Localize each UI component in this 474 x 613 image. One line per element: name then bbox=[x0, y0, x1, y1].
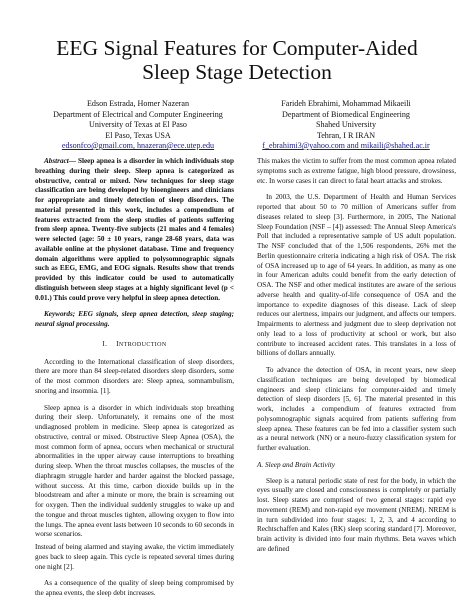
author-names: Edson Estrada, Homer Nazeran bbox=[86, 99, 190, 108]
paragraph: In 2003, the U.S. Department of Health and Human Services reported that about 50 to 70 million of Americans suffer from diseases related to sleep [3]. Furthermore, in 2005, The National Sleep Foundation (NSF – [4]) assessed: The Annual Sleep America's Poll that included a representative sample of US adult population. The NSF concluded that of the 1,506 respondents, 26% met the Berlin questionnaire criteria indicating a high risk of OSA. The risk of OSA increased up to age of 64 years. In addition, as many as one in four American adults could benefit from the early detection of OSA. The NSF and other medical institutes are aware of the serious adverse health and quality-of-life consequence of OSA and the importance to expedite diagnoses of this disease. Lack of sleep reduces our alertness, impairs our judgment, and affects our tempers. Impairments to alertness and judgment due to sleep deprivation not only lead to a loss of productivity at school or work, but also contribute to increased accident rates. This translates in a loss of billions of dollars annually. bbox=[257, 193, 456, 358]
abstract bbox=[35, 157, 234, 303]
author-email-link[interactable]: edsonfco@gmail.com, hnazeran@ece.utep.edu bbox=[61, 141, 215, 150]
author-department: Department of Biomedical Engineering bbox=[282, 109, 410, 119]
paragraph: As a consequence of the quality of sleep being compromised by the apnea events, the sleep debt increases. bbox=[35, 579, 234, 597]
left-column bbox=[35, 157, 234, 602]
paper-title bbox=[0, 36, 474, 84]
author-names: Farideh Ebrahimi, Mohammad Mikaeili bbox=[281, 99, 411, 108]
section-title-rest: NTRODUCTION bbox=[118, 341, 167, 348]
author-university: University of Texas at El Paso bbox=[89, 120, 187, 129]
section-number: I. bbox=[102, 339, 108, 348]
section-heading-introduction bbox=[35, 340, 234, 351]
author-email-link[interactable]: f_ebrahimi3@yahoo.com and mikaili@shahed.ac.ir bbox=[262, 141, 430, 150]
subsection-heading: A. Sleep and Brain Activity bbox=[257, 460, 335, 469]
paragraph: Sleep is a natural periodic state of rest for the body, in which the eyes usually are closed and consciousness is completely or partially lost. Sleep states are comprised of two general stages: rapid eye movement (REM) and non-rapid eye movement (NREM). NREM is in turn subdivided into four stages: 1, 2, 3, and 4 according to Rechtschaffen and Kales (RK) sleep scoring standard [7]. Moreover, brain activity is divided into four main rhythms. Beta waves which are defined bbox=[257, 476, 456, 553]
paragraph: According to the International classification of sleep disorders, there are more than 84 sleep-related disorders sleep disorders, some of the most common disorders are: Sleep apnea, somnambulism, snoring and insomnia. [1]. bbox=[35, 357, 234, 395]
paragraph: Instead of being alarmed and staying awake, the victim immediately goes back to sleep again. This cycle is repeated several times during one night [2]. bbox=[35, 543, 234, 571]
author-university: Shahed University bbox=[315, 120, 377, 129]
author-block-left bbox=[38, 99, 238, 152]
abstract-label: Abstract bbox=[44, 157, 69, 165]
section-title-initial: I bbox=[116, 339, 119, 348]
author-city: El Paso, Texas USA bbox=[105, 130, 171, 140]
paragraph: Sleep apnea is a disorder in which individuals stop breathing during their sleep. Unfortunately, it remains one of the most undiagnosed problem in medicine. Sleep apnea is categorized as obstructive, central or mixed. Obstructive Sleep Apnea (OSA), the most common form of apnea, occurs when mechanical or structural abnormalities in the upper airway cause interruptions to breathing during sleep. When the throat muscles collapses, the muscles of the diaphragm struggle harder and harder against the blocked passage, without success. At this time, carbon dioxide builds up in the bloodstream and after a minute or more, the brain is screaming out for oxygen. Then the individual suddenly struggles to wake up and the tongue and throat muscles tighten, allowing oxygen to flow into the lungs. The apnea event lasts between 10 seconds to 60 seconds in worse scenarios. bbox=[35, 403, 234, 539]
author-block-right bbox=[246, 99, 446, 152]
keywords: Keywords; EEG signals, sleep apnea detection, sleep staging; neural signal processing. bbox=[35, 310, 234, 328]
author-department: Department of Electrical and Computer Engineering bbox=[53, 109, 223, 119]
right-column bbox=[257, 157, 456, 558]
author-city: Tehran, I R IRAN bbox=[316, 130, 376, 140]
title-line-1: EEG Signal Features for Computer-Aided bbox=[56, 36, 418, 60]
abstract-text: — Sleep apnea is a disorder in which individuals stop breathing during their sleep. Sleep apnea is categorized as obstructive, central or mixed. New techniques for sleep stage classification are being developed by bioengineers and clinicians for appropriate and timely detection of sleep disorders. The material presented in this work, includes a compendium of features extracted from the sleep studies of patients suffering from sleep apnea. Twenty-five subjects (21 males and 4 females) were selected (age: 50 ± 10 years, range 28-68 years, data was available online at the physionet database. Time and frequency domain algorithms were applied to polysomnographic signals such as EEG, EMG, and EOG signals. Results show that trends provided by this indicator could be used to automatically distinguish between sleep stages at a highly significant level (p < 0.01.) This could prove very helpful in sleep apnea detection. bbox=[35, 157, 234, 302]
paragraph: This makes the victim to suffer from the most common apnea related symptoms such as extreme fatigue, high blood pressure, drowsiness, etc. In worse cases it can direct to fatal heart attacks and strokes. bbox=[257, 157, 456, 185]
title-line-2: Sleep Stage Detection bbox=[142, 60, 332, 84]
paragraph: To advance the detection of OSA, in recent years, new sleep classification techniques are being developed by biomedical engineers and sleep clinicians for computer-aided and timely detection of sleep disorders [5, 6]. The material presented in this work, includes a compendium of features extracted from polysomnographic signals acquired from patients suffering from sleep apnea. These features can be fed into a classifier system such as a neural network (NN) or a neuro-fuzzy classification system for further evaluation. bbox=[257, 366, 456, 452]
